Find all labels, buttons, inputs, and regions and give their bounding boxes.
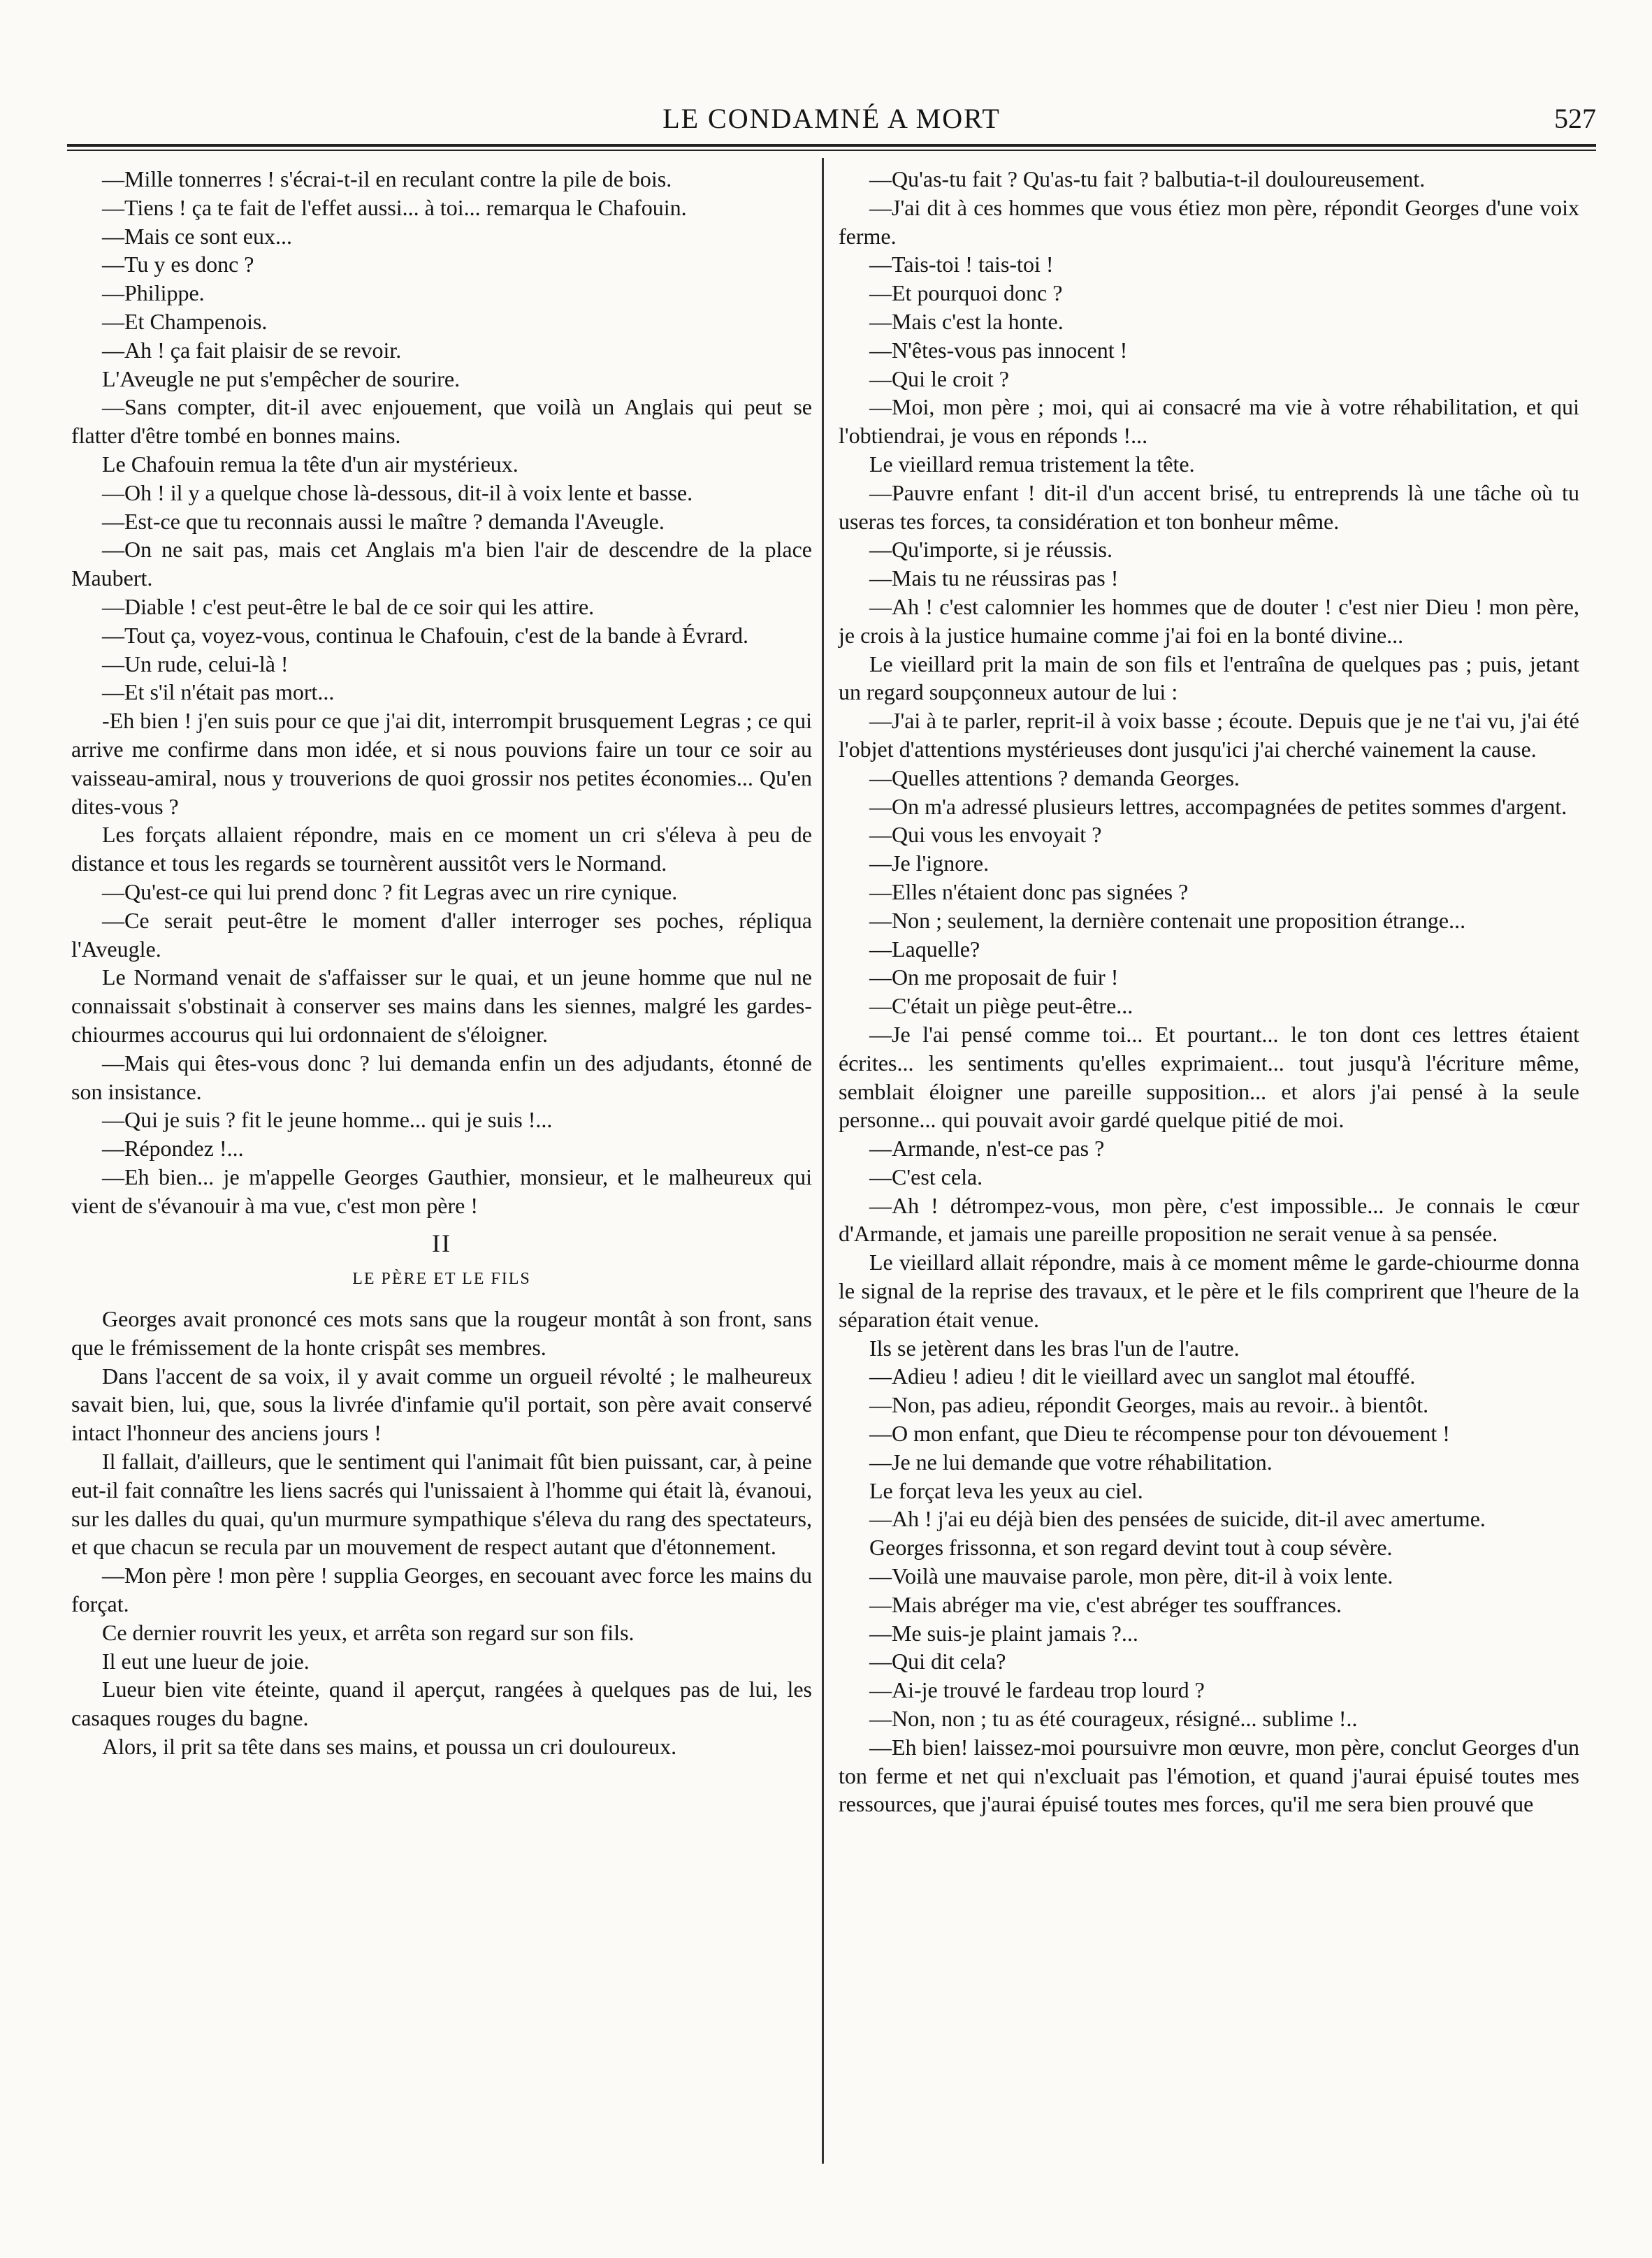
paragraph: —Qu'as-tu fait ? Qu'as-tu fait ? balbutia-t-il douloureusement. xyxy=(869,166,1426,191)
paragraph: —Ah ! c'est calomnier les hommes que de douter ! c'est nier Dieu ! mon père, je crois à la justice humaine comme j'ai foi en la bonté divine... xyxy=(839,593,1579,648)
paragraph: Georges frissonna, et son regard devint tout à coup sévère. xyxy=(869,1535,1393,1561)
paragraph: —Ah ! j'ai eu déjà bien des pensées de suicide, dit-il avec amertume. xyxy=(869,1506,1486,1532)
paragraph: —Tout ça, voyez-vous, continua le Chafouin, c'est de la bande à Évrard. xyxy=(102,622,748,648)
paragraph: —Me suis-je plaint jamais ?... xyxy=(869,1620,1138,1646)
paragraph: Le Chafouin remua la tête d'un air mystérieux. xyxy=(102,451,519,477)
paragraph: —Adieu ! adieu ! dit le vieillard avec un sanglot mal étouffé. xyxy=(869,1363,1416,1389)
paragraph: Les forçats allaient répondre, mais en ce moment un cri s'éleva à peu de distance et tous les regards se tournèrent aussitôt vers le Normand. xyxy=(71,822,812,876)
paragraph: —N'êtes-vous pas innocent ! xyxy=(869,337,1128,363)
paragraph: —Mais tu ne réussiras pas ! xyxy=(869,565,1119,591)
paragraph: —Mon père ! mon père ! supplia Georges, en secouant avec force les mains du forçat. xyxy=(71,1563,812,1617)
column-divider xyxy=(822,158,824,2164)
paragraph: —On ne sait pas, mais cet Anglais m'a bien l'air de descendre de la place Maubert. xyxy=(71,537,812,591)
paragraph: —Ai-je trouvé le fardeau trop lourd ? xyxy=(869,1677,1205,1703)
paragraph: —Qu'importe, si je réussis. xyxy=(869,537,1113,563)
paragraph: —Philippe. xyxy=(102,280,205,306)
paragraph: —Je l'ai pensé comme toi... Et pourtant... le ton dont ces lettres étaient écrites... les sentiments qu'elles exprimaient... tout jusqu'à l'écriture même, semblait éloigner une pareille supposition... et alors j'ai pensé à la seule personne... qui pouvait avoir gardé quelque pitié de moi. xyxy=(839,1021,1579,1133)
paragraph: Le Normand venait de s'affaisser sur le quai, et un jeune homme que nul ne connaissait s'obstinait à conserver ses mains dans les siennes, malgré les gardes-chiourmes accourus qui lui ordonnaient de s'éloigner. xyxy=(71,964,812,1047)
paragraph: Alors, il prit sa tête dans ses mains, et poussa un cri douloureux. xyxy=(102,1734,677,1760)
paragraph: Le forçat leva les yeux au ciel. xyxy=(869,1477,1143,1503)
paragraph: —C'était un piège peut-être... xyxy=(869,993,1133,1019)
paragraph: —Tais-toi ! tais-toi ! xyxy=(869,252,1054,277)
page-header xyxy=(67,98,1596,140)
paragraph: —Voilà une mauvaise parole, mon père, dit-il à voix lente. xyxy=(869,1563,1393,1589)
paragraph: —Qui vous les envoyait ? xyxy=(869,822,1102,848)
paragraph: —Tiens ! ça te fait de l'effet aussi... à toi... remarqua le Chafouin. xyxy=(102,194,687,220)
paragraph: —Répondez !... xyxy=(102,1136,244,1161)
paragraph: —Qui je suis ? fit le jeune homme... qui je suis !... xyxy=(102,1107,553,1133)
paragraph: Lueur bien vite éteinte, quand il aperçut, rangées à quelques pas de lui, les casaques rouges du bagne. xyxy=(71,1677,812,1731)
chapter-title: LE PÈRE ET LE FILS xyxy=(352,1270,531,1289)
paragraph: —Diable ! c'est peut-être le bal de ce soir qui les attire. xyxy=(102,593,595,619)
paragraph: —Ce serait peut-être le moment d'aller interroger ses poches, répliqua l'Aveugle. xyxy=(71,907,812,962)
paragraph: —O mon enfant, que Dieu te récompense pour ton dévouement ! xyxy=(869,1421,1450,1447)
paragraph: —Armande, n'est-ce pas ? xyxy=(869,1136,1105,1161)
paragraph: —Oh ! il y a quelque chose là-dessous, dit-il à voix lente et basse. xyxy=(102,479,693,505)
left-column-text xyxy=(71,165,812,1220)
left-column-text-after xyxy=(71,1305,812,1761)
paragraph: Le vieillard allait répondre, mais à ce moment même le garde-chiourme donna le signal de la reprise des travaux, et le père et le fils comprirent que l'heure de la séparation était venue. xyxy=(839,1250,1579,1332)
paragraph: —Ah ! détrompez-vous, mon père, c'est impossible... Je connais le cœur d'Armande, et jamais une pareille proposition ne serait venue à sa pensée. xyxy=(839,1192,1579,1247)
paragraph: —Non ; seulement, la dernière contenait une proposition étrange... xyxy=(869,907,1466,933)
paragraph: L'Aveugle ne put s'empêcher de sourire. xyxy=(102,366,461,391)
header-rule xyxy=(67,144,1596,147)
header-rule-thin xyxy=(67,150,1596,151)
paragraph: —Tu y es donc ? xyxy=(102,252,254,277)
paragraph: —Qui dit cela? xyxy=(869,1649,1006,1674)
paragraph: —J'ai à te parler, reprit-il à voix basse ; écoute. Depuis que je ne t'ai vu, j'ai été l'objet d'attentions mystérieuses dont jusqu'ici j'ai cherché vainement la cause. xyxy=(839,708,1579,762)
paragraph: —Mais ce sont eux... xyxy=(102,223,292,249)
paragraph: —Qu'est-ce qui lui prend donc ? fit Legras avec un rire cynique. xyxy=(102,878,678,904)
paragraph: —Je ne lui demande que votre réhabilitation. xyxy=(869,1449,1273,1475)
page-number: 527 xyxy=(1554,103,1596,134)
paragraph: —Moi, mon père ; moi, qui ai consacré ma vie à votre réhabilitation, et qui l'obtiendrai, je vous en réponds !... xyxy=(839,394,1579,449)
right-column xyxy=(839,165,1579,1818)
paragraph: —Est-ce que tu reconnais aussi le maître ? demanda l'Aveugle. xyxy=(102,508,665,534)
paragraph: Il eut une lueur de joie. xyxy=(102,1648,310,1674)
paragraph: —Et s'il n'était pas mort... xyxy=(102,679,335,705)
paragraph: —Elles n'étaient donc pas signées ? xyxy=(869,878,1189,904)
paragraph: —Eh bien! laissez-moi poursuivre mon œuvre, mon père, conclut Georges d'un ton ferme et net qui n'excluait pas l'émotion, et quand j'aurai épuisé toutes mes ressources, que j'aurai épuisé toutes mes forces, qu'il me sera bien prouvé que xyxy=(839,1734,1579,1817)
paragraph: Le vieillard prit la main de son fils et l'entraîna de quelques pas ; puis, jetant un regard soupçonneux autour de lui : xyxy=(839,651,1579,705)
paragraph: —C'est cela. xyxy=(869,1164,983,1189)
paragraph: —Laquelle? xyxy=(869,936,980,962)
paragraph: —Eh bien... je m'appelle Georges Gauthier, monsieur, et le malheureux qui vient de s'évanouir à ma vue, c'est mon père ! xyxy=(71,1164,812,1218)
paragraph: —Mille tonnerres ! s'écrai-t-il en reculant contre la pile de bois. xyxy=(102,166,672,191)
paragraph: —Quelles attentions ? demanda Georges. xyxy=(869,765,1240,790)
running-title: LE CONDAMNÉ A MORT xyxy=(662,103,1001,134)
paragraph: —Qui le croit ? xyxy=(869,366,1009,391)
paragraph: -Eh bien ! j'en suis pour ce que j'ai dit, interrompit brusquement Legras ; ce qui arrive me confirme dans mon idée, et si nous pouvions faire un tour ce soir au vaisseau-amiral, nous y trouverions de quoi grossir nos petites économies... Qu'en dites-vous ? xyxy=(71,708,812,819)
chapter-number: II xyxy=(432,1229,451,1258)
paragraph: —Un rude, celui-là ! xyxy=(102,651,289,676)
paragraph: —Je l'ignore. xyxy=(869,851,990,876)
paragraph: —Non, pas adieu, répondit Georges, mais au revoir.. à bientôt. xyxy=(869,1392,1429,1418)
left-column xyxy=(71,165,812,1761)
paragraph: —Et pourquoi donc ? xyxy=(869,280,1063,306)
paragraph: —J'ai dit à ces hommes que vous étiez mon père, répondit Georges d'une voix ferme. xyxy=(839,194,1579,249)
paragraph: —Sans compter, dit-il avec enjouement, que voilà un Anglais qui peut se flatter d'être tombé en bonnes mains. xyxy=(71,394,812,449)
paragraph: —Non, non ; tu as été courageux, résigné... sublime !.. xyxy=(869,1706,1358,1732)
paragraph: —On me proposait de fuir ! xyxy=(869,964,1119,990)
paragraph: —Ah ! ça fait plaisir de se revoir. xyxy=(102,337,402,363)
paragraph: —Et Champenois. xyxy=(102,308,268,334)
paragraph: Dans l'accent de sa voix, il y avait comme un orgueil révolté ; le malheureux savait bien, lui, que, sous la livrée d'infamie qu'il portait, son père avait conservé intact l'honneur des anciens jours ! xyxy=(71,1363,812,1446)
paragraph: —Mais abréger ma vie, c'est abréger tes souffrances. xyxy=(869,1591,1342,1617)
paragraph: —On m'a adressé plusieurs lettres, accompagnées de petites sommes d'argent. xyxy=(869,793,1567,819)
paragraph: Le vieillard remua tristement la tête. xyxy=(869,451,1195,477)
paragraph: —Pauvre enfant ! dit-il d'un accent brisé, tu entreprends là une tâche où tu useras tes forces, ta considération et ton bonheur même. xyxy=(839,479,1579,534)
right-column-text xyxy=(839,165,1579,1818)
paragraph: Georges avait prononcé ces mots sans que la rougeur montât à son front, sans que le frémissement de la honte crispât ses membres. xyxy=(71,1306,812,1360)
paragraph: —Mais qui êtes-vous donc ? lui demanda enfin un des adjudants, étonné de son insistance. xyxy=(71,1050,812,1104)
paragraph: —Mais c'est la honte. xyxy=(869,308,1064,334)
paragraph: Ils se jetèrent dans les bras l'un de l'autre. xyxy=(869,1335,1240,1361)
paragraph: Il fallait, d'ailleurs, que le sentiment qui l'animait fût bien puissant, car, à peine eut-il fait connaître les liens sacrés qui l'unissaient à l'homme qui était là, évanoui, sur les dalles du quai, qu'un murmure sympathique s'éleva du rang des spectateurs, et que chacun se recula par un mouvement de respect autant que d'étonnement. xyxy=(71,1449,812,1560)
paragraph: Ce dernier rouvrit les yeux, et arrêta son regard sur son fils. xyxy=(102,1619,635,1645)
